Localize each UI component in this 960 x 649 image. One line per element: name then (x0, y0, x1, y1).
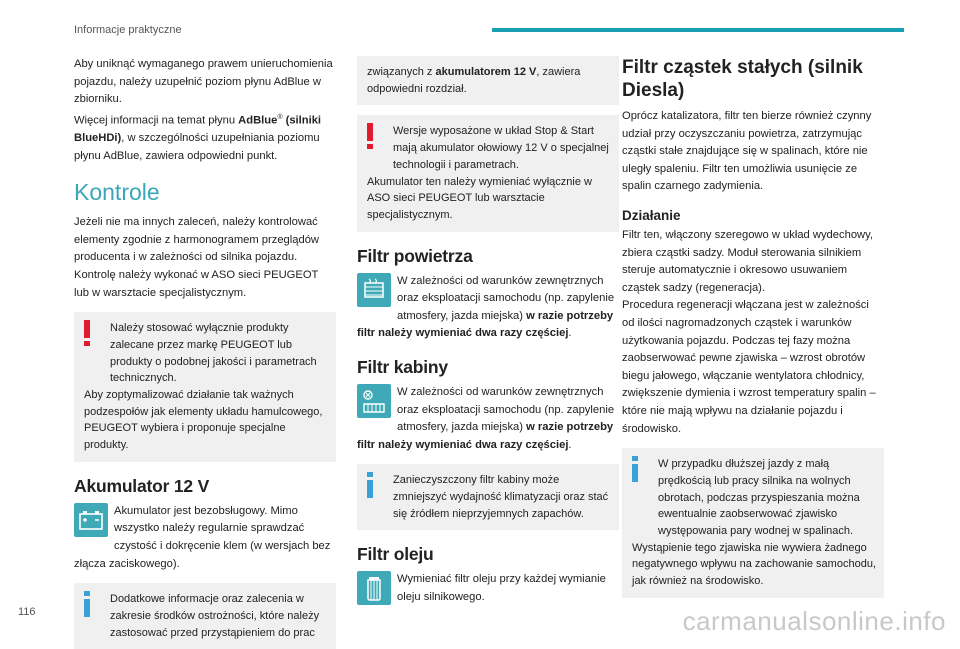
dzialanie-heading: Działanie (622, 207, 681, 223)
dpf-heading: Filtr cząstek stałych (silnik Diesla) (622, 57, 863, 101)
column-left (74, 56, 336, 649)
header-accent-bar (492, 28, 904, 32)
filtr-oleju-heading: Filtr oleju (357, 544, 434, 565)
filtr-oleju-text: Wymieniać filtr oleju przy każdej wymianie oleju silnikowego. (397, 573, 606, 604)
filtr-powietrza-block (357, 273, 619, 343)
info-steam-text-b: Wystąpienie tego zjawiska nie wywiera żadnego negatywnego wpływu na zachowanie samochodu, jak również na środowisko. (632, 541, 876, 588)
warning-text-a: Należy stosować wyłącznie produkty zalecane przez markę PEUGEOT lub produkty o podobnej jakości i parametrach technicznych. (110, 322, 317, 385)
dzialanie-text-b: Procedura regeneracji włączana jest w zależności od ilości nagromadzonych cząstek i warunków użytkowania pojazdu. Podczas tej fazy można zaobserwować pewne zjawiska – wzrost obrotów biegu jałowego, włączanie wentylatora chłodnicy, zwiększenie dymienia i wzrost temperatury spalin – które nie mają wpływu na działanie pojazdu i środowisko. (622, 299, 876, 435)
info-steam-text-a: W przypadku dłuższej jazdy z małą prędkością lub pracy silnika na wolnych obrotach, podczas przyspieszania można ewentualnie zaobserwować zjawisko występowania pary wodnej w spalinach. (658, 458, 860, 537)
info-i-icon (84, 591, 90, 617)
kontrole-heading: Kontrole (74, 179, 160, 206)
air-filter-icon (357, 273, 391, 307)
akumulator-text: Akumulator jest bezobsługowy. Mimo wszystko należy regularnie sprawdzać czystość i dokręcenie klem (w wersjach bez złącza zaciskowego). (74, 504, 331, 570)
page-header-title: Informacje praktyczne (74, 24, 182, 36)
info-box-steam (622, 448, 884, 598)
filtr-kabiny-block (357, 384, 619, 454)
warning-text-b: Aby zoptymalizować działanie tak ważnych podzespołów jak elementy układu hamulcowego, PEUGEOT wybiera i proponuje specjalne produkty. (84, 389, 323, 452)
cabin-filter-icon (357, 384, 391, 418)
filtr-powietrza-text: W zależności od warunków zewnętrznych oraz eksploatacji samochodu (np. zapylenie atmosfery, jazda miejska) w razie potrzeby filtr należy wymieniać dwa razy częściej. (357, 274, 615, 340)
warning-box-stop-start (357, 115, 619, 231)
info-box-cabin-filter (357, 464, 619, 530)
filtr-oleju-block (357, 571, 619, 606)
warning-box-products (74, 312, 336, 462)
info-i-icon (367, 472, 373, 498)
info-battery-text: Dodatkowe informacje oraz zalecenia w zakresie środków ostrożności, które należy zastosować przed przystąpieniem do prac (110, 593, 320, 639)
dzialanie-text-a: Filtr ten, włączony szeregowo w układ wydechowy, zbiera cząstki sadzy. Moduł sterowania silnikiem steruje automatycznie i okresowo usuwaniem cząstek sadzy (regeneracja). (622, 228, 873, 294)
warning-exclamation-icon (367, 123, 373, 149)
battery-icon (74, 503, 108, 537)
column-right (622, 56, 884, 598)
kontrole-text: Jeżeli nie ma innych zaleceń, należy kontrolować elementy zgodnie z harmonogramem przeglądów producenta i w zależności od silnika pojazdu. Kontrolę należy wykonać w ASO sieci PEUGEOT lub w warsztacie specjalistycznym. (74, 216, 320, 299)
filtr-powietrza-heading: Filtr powietrza (357, 245, 473, 266)
info-box-battery-cont (357, 56, 619, 105)
info-i-icon (632, 456, 638, 482)
page-number: 116 (18, 606, 36, 618)
info-box-battery (74, 583, 336, 649)
watermark: carmanualsonline.info (682, 606, 946, 636)
dpf-intro-text: Oprócz katalizatora, filtr ten bierze również czynny udział przy oczyszczaniu powietrza, zatrzymując cząstki stałe znajdujące się w spalinach, które nie uległy spaleniu. Filtr ten umożliwia usunięcie ze spalin czarnego zadymienia. (622, 110, 872, 193)
akumulator-heading: Akumulator 12 V (74, 475, 210, 496)
filtr-kabiny-text: W zależności od warunków zewnętrznych oraz eksploatacji samochodu (np. zapylenie atmosfery, jazda miejska) w razie potrzeby filtr należy wymieniać dwa razy częściej. (357, 386, 615, 451)
info-cabin-filter-text: Zanieczyszczony filtr kabiny może zmniejszyć wydajność klimatyzacji oraz stać się źródłem nieprzyjemnych zapachów. (393, 474, 609, 520)
akumulator-block (74, 503, 336, 573)
stop-start-text-b: Akumulator ten należy wymieniać wyłącznie w ASO sieci PEUGEOT lub warsztacie specjalistycznym. (367, 175, 592, 221)
info-battery-cont-text: związanych z akumulatorem 12 V, zawiera odpowiedni rozdział. (367, 66, 581, 95)
warning-exclamation-icon (84, 320, 90, 346)
adblue-intro: Aby uniknąć wymaganego prawem unieruchomienia pojazdu, należy uzupełnić poziom płynu AdBlue w zbiorniku. Więcej informacji na temat płynu AdBlue® (silniki BlueHDi), w szczególności uzupełniania poziomu płynu AdBlue, zawiera odpowiedni punkt. (74, 58, 333, 162)
filtr-kabiny-heading: Filtr kabiny (357, 357, 448, 377)
stop-start-text-a: Wersje wyposażone w układ Stop & Start mają akumulator ołowiowy 12 V o specjalnej technologii i parametrach. (393, 125, 609, 171)
oil-filter-icon (357, 571, 391, 605)
column-middle (357, 56, 619, 607)
